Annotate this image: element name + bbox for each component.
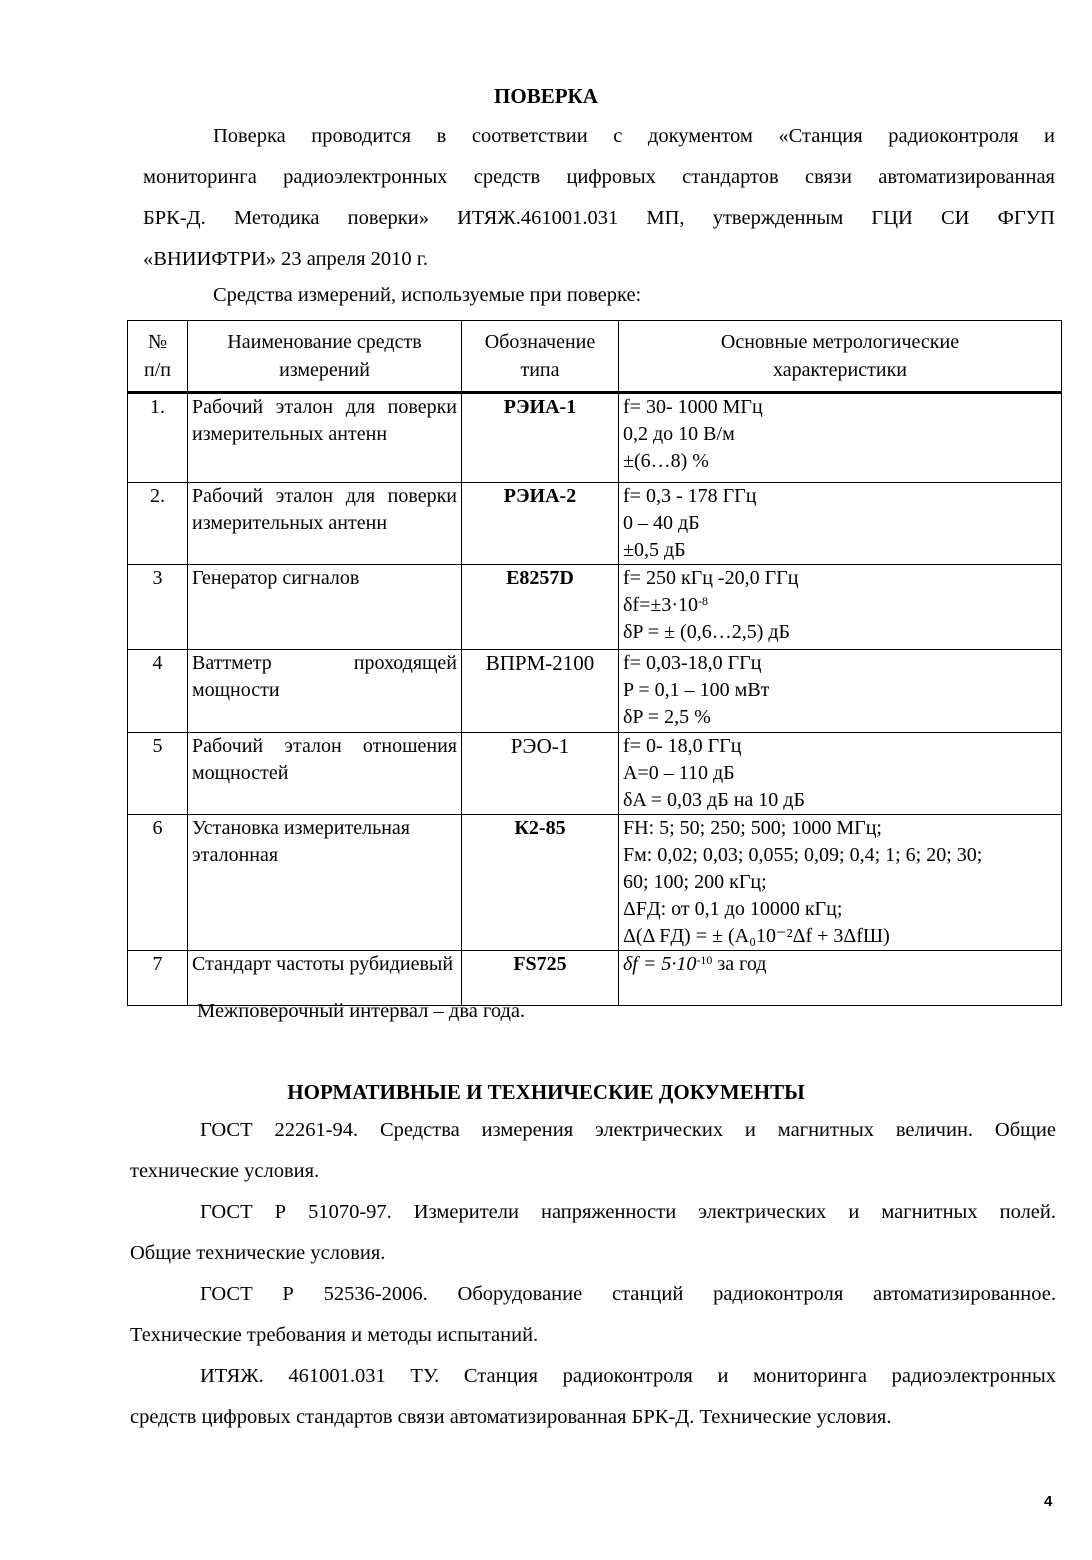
row-characteristics: f= 0,03-18,0 ГГц P = 0,1 – 100 мВт δP = 2,5 % <box>619 650 1062 733</box>
row-type: РЭИА-1 <box>462 393 619 483</box>
section-title-normative: НОРМАТИВНЫЕ И ТЕХНИЧЕСКИЕ ДОКУМЕНТЫ <box>287 1080 805 1104</box>
section-title-verification: ПОВЕРКА <box>494 84 598 108</box>
table-row <box>128 733 1062 815</box>
document-entry: ГОСТ Р 51070-97. Измерители напряженности электрических и магнитных полей. Общие технические условия. <box>130 1201 1056 1264</box>
row-characteristics: f= 0- 18,0 ГГц A=0 – 110 дБ δA = 0,03 дБ на 10 дБ <box>619 733 1062 815</box>
verification-paragraph <box>143 116 1055 280</box>
table-row <box>128 951 1062 1006</box>
table-row <box>128 565 1062 650</box>
row-num: 6 <box>128 815 188 951</box>
row-name: Рабочий эталон для поверки измерительных антенн <box>188 393 462 483</box>
document-entry: ГОСТ 22261-94. Средства измерения электрических и магнитных величин. Общие технические условия. <box>130 1119 1056 1182</box>
table-row <box>128 650 1062 733</box>
row-type: FS725 <box>462 951 619 1006</box>
row-type: К2-85 <box>462 815 619 951</box>
row-name: Генератор сигналов <box>188 565 462 650</box>
row-characteristics: $\delta f = 5\cdot 10^{-10}$ за год <box>619 951 1062 1006</box>
table-caption: Средства измерений, используемые при поверке: <box>213 284 642 306</box>
row-type: РЭО-1 <box>462 733 619 815</box>
row-characteristics: FН: 5; 50; 250; 500; 1000 МГц; Fм: 0,02; 0,03; 0,055; 0,09; 0,4; 1; 6; 20; 30; 60; 100; 200 кГц; ΔFД: от 0,1 до 10000 кГц; Δ(Δ FД) = ± (A₀10⁻²Δf + 3ΔfШ) <box>619 815 1062 951</box>
paragraph-line: Поверка проводится в соответствии с документом «Станция радиоконтроля и <box>213 125 1055 147</box>
table-header-row <box>128 321 1062 393</box>
table-row <box>128 393 1062 483</box>
row-num: 4 <box>128 650 188 733</box>
row-type: ВПРМ-2100 <box>462 650 619 733</box>
header-name: Наименование средств измерений <box>188 321 462 393</box>
header-type: Обозначение типа <box>462 321 619 393</box>
row-name: Ваттметр проходящей мощности <box>188 650 462 733</box>
document-entry: ИТЯЖ. 461001.031 ТУ. Станция радиоконтроля и мониторинга радиоэлектронных средств цифровых стандартов связи автоматизированная БРК-Д. Технические условия. <box>130 1365 1056 1428</box>
paragraph-line: БРК-Д. Методика поверки» ИТЯЖ.461001.031 МП, утвержденным ГЦИ СИ ФГУП <box>143 207 1055 229</box>
row-name: Стандарт частоты рубидиевый <box>188 951 462 1006</box>
normative-documents-list <box>130 1110 1056 1438</box>
row-name: Рабочий эталон отношения мощностей <box>188 733 462 815</box>
instruments-table <box>127 320 1062 1006</box>
row-num: 2. <box>128 483 188 565</box>
header-num: № п/п <box>128 321 188 393</box>
header-characteristics: Основные метрологические характеристики <box>619 321 1062 393</box>
row-num: 7 <box>128 951 188 1006</box>
row-characteristics: f= 250 кГц -20,0 ГГц $\delta f=\pm 3\cdot 10^{-8}$ δP = ± (0,6…2,5) дБ <box>619 565 1062 650</box>
row-characteristics: f= 0,3 - 178 ГГц 0 – 40 дБ ±0,5 дБ <box>619 483 1062 565</box>
row-num: 5 <box>128 733 188 815</box>
page-number: 4 <box>1044 1493 1053 1510</box>
document-entry: ГОСТ Р 52536-2006. Оборудование станций радиоконтроля автоматизированное. Технические требования и методы испытаний. <box>130 1283 1056 1346</box>
row-type: E8257D <box>462 565 619 650</box>
row-num: 3 <box>128 565 188 650</box>
interval-note: Межповерочный интервал – два года. <box>197 1000 526 1022</box>
row-name: Установка измерительная эталонная <box>188 815 462 951</box>
row-num: 1. <box>128 393 188 483</box>
row-type: РЭИА-2 <box>462 483 619 565</box>
paragraph-line: мониторинга радиоэлектронных средств цифровых стандартов связи автоматизированная <box>143 166 1055 188</box>
paragraph-line: «ВНИИФТРИ» 23 апреля 2010 г. <box>143 248 429 270</box>
row-name: Рабочий эталон для поверки измерительных антенн <box>188 483 462 565</box>
table-row <box>128 815 1062 951</box>
table-row <box>128 483 1062 565</box>
row-characteristics: f= 30- 1000 МГц 0,2 до 10 В/м ±(6…8) % <box>619 393 1062 483</box>
